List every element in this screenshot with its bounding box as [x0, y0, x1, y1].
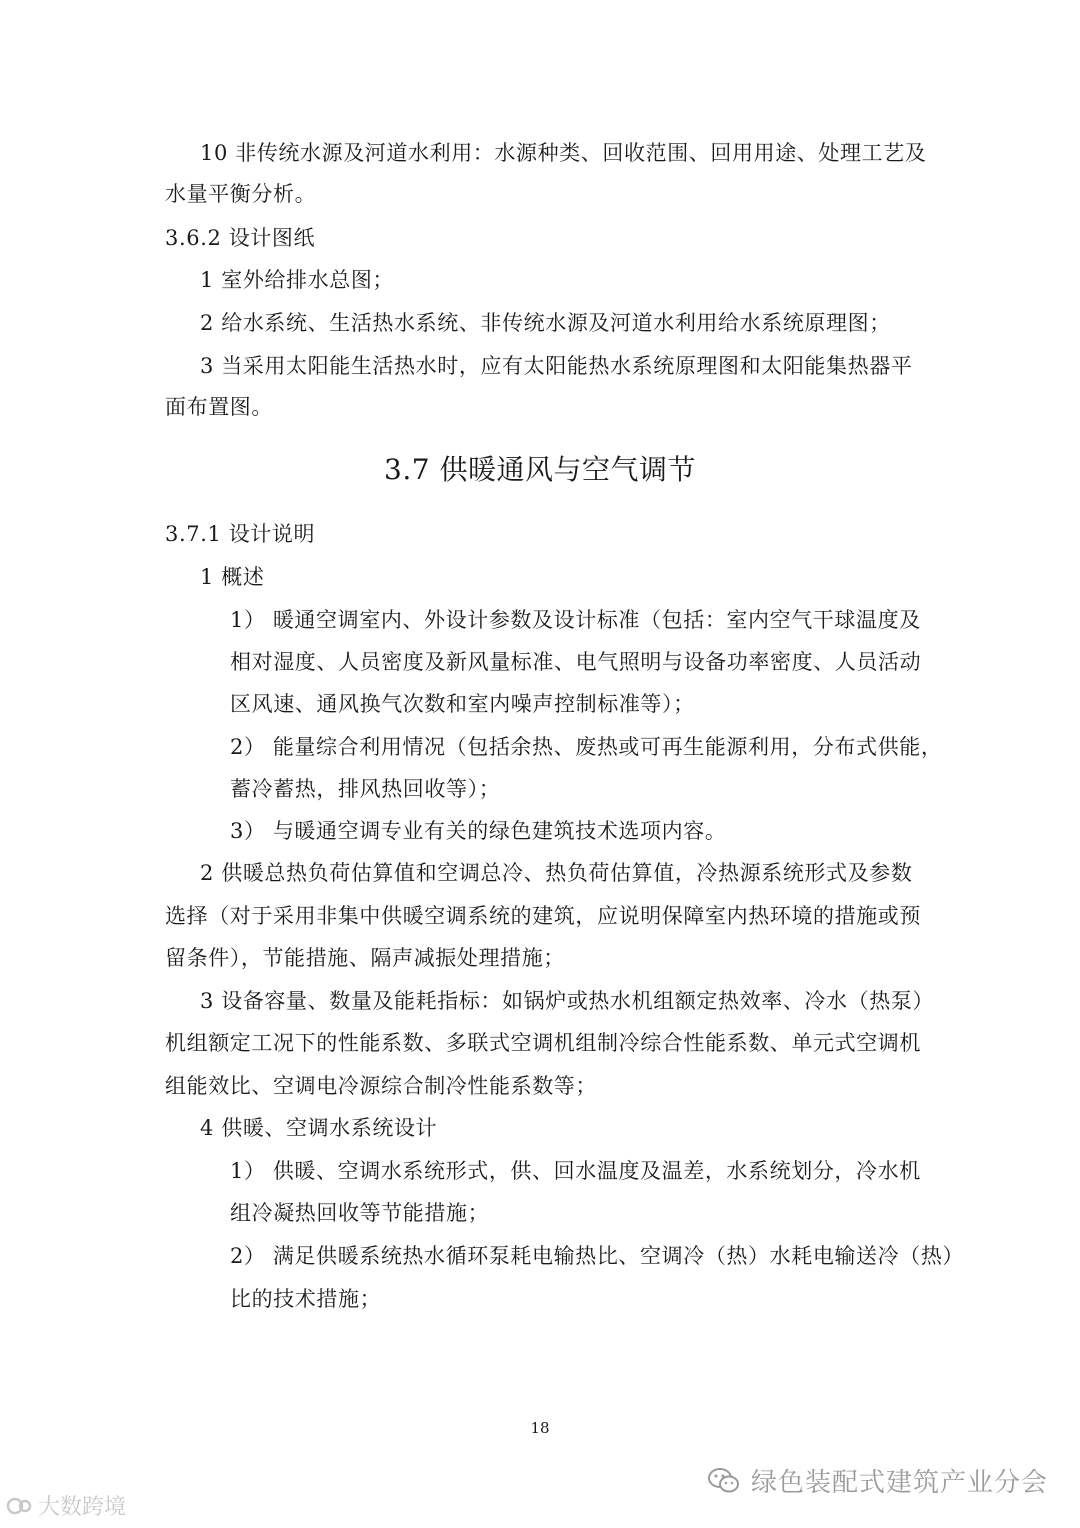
paragraph-line: 面布置图。 [165, 395, 273, 419]
watermark-wechat [707, 1462, 1048, 1499]
paragraph-line: 1） 供暖、空调水系统形式，供、回水温度及温差，水系统划分，冷水机 [230, 1159, 921, 1183]
paragraph-line: 组冷凝热回收等节能措施； [230, 1201, 490, 1225]
paragraph-line: 4 供暖、空调水系统设计 [200, 1116, 438, 1140]
paragraph-line: 留条件），节能措施、隔声减振处理措施； [165, 946, 565, 970]
paragraph-line: 2） 能量综合利用情况（包括余热、废热或可再生能源利用，分布式供能， [230, 735, 943, 759]
paragraph-line: 2 供暖总热负荷估算值和空调总冷、热负荷估算值，冷热源系统形式及参数 [200, 861, 913, 885]
paragraph-line: 蓄冷蓄热，排风热回收等）； [230, 777, 501, 801]
brand-logo-icon [6, 1495, 32, 1517]
watermark-text: 绿色装配式建筑产业分会 [750, 1468, 1048, 1498]
paragraph-line: 选择（对于采用非集中供暖空调系统的建筑，应说明保障室内热环境的措施或预 [165, 904, 921, 928]
watermark-brand [6, 1490, 126, 1521]
paragraph-line: 相对湿度、人员密度及新风量标准、电气照明与设备功率密度、人员活动 [230, 650, 922, 674]
page-number: 18 [530, 1419, 550, 1437]
paragraph-line: 水量平衡分析。 [165, 182, 317, 206]
paragraph-line: 机组额定工况下的性能系数、多联式空调机组制冷综合性能系数、单元式空调机 [165, 1031, 921, 1055]
paragraph-line: 2 给水系统、生活热水系统、非传统水源及河道水利用给水系统原理图； [200, 311, 891, 335]
wechat-icon [707, 1466, 741, 1496]
subsection-heading: 3.7.1 设计说明 [165, 522, 316, 546]
paragraph-line: 3 当采用太阳能生活热水时，应有太阳能热水系统原理图和太阳能集热器平 [200, 354, 913, 378]
paragraph-line: 2） 满足供暖系统热水循环泵耗电输热比、空调冷（热）水耗电输送冷（热） [230, 1244, 965, 1268]
paragraph-line: 10 非传统水源及河道水利用：水源种类、回收范围、回用用途、处理工艺及 [200, 141, 927, 165]
paragraph-line: 3） 与暖通空调专业有关的绿色建筑技术选项内容。 [230, 819, 727, 843]
paragraph-line: 1 概述 [200, 565, 265, 589]
paragraph-line: 组能效比、空调电冷源综合制冷性能系数等； [165, 1074, 597, 1098]
paragraph-line: 区风速、通风换气次数和室内噪声控制标准等）； [230, 692, 695, 716]
paragraph-line: 比的技术措施； [230, 1287, 382, 1311]
subsection-heading: 3.6.2 设计图纸 [165, 226, 316, 250]
section-heading: 3.7 供暖通风与空气调节 [384, 453, 696, 486]
paragraph-line: 1） 暖通空调室内、外设计参数及设计标准（包括：室内空气干球温度及 [230, 608, 921, 632]
paragraph-line: 1 室外给排水总图； [200, 268, 395, 292]
paragraph-line: 3 设备容量、数量及能耗指标：如锅炉或热水机组额定热效率、冷水（热泵） [200, 989, 935, 1013]
watermark-brand-text: 大数跨境 [38, 1495, 127, 1520]
